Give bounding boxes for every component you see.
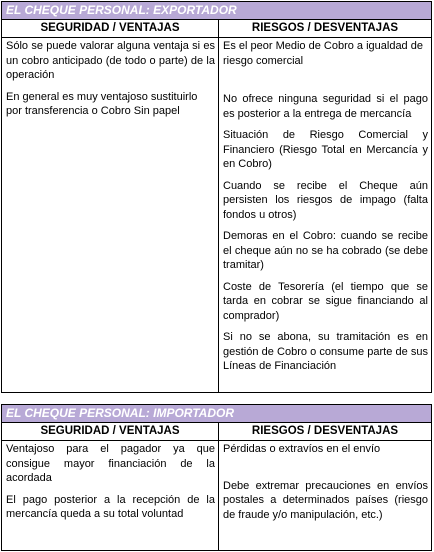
importador-ventajas-col [2, 441, 219, 550]
exportador-title: EL CHEQUE PERSONAL: EXPORTADOR [2, 2, 431, 20]
importador-riesgo: Pérdidas o extravíos en el envío [223, 443, 381, 455]
exportador-riesgo: Coste de Tesorería (el tiempo que se tarda en cobrar se sigue financiando al comprador) [223, 280, 428, 322]
exportador-riesgo: Situación de Riesgo Comercial y Financiero (Riesgo Total en Mercancía y en Cobro) [223, 129, 428, 170]
importador-riesgos-col [219, 441, 431, 550]
exportador-header-row [2, 20, 431, 38]
exportador-riesgo: Es el peor Medio de Cobro a igualdad de riesgo comercial [223, 40, 423, 67]
exportador-riesgo: No ofrece ninguna seguridad si el pago es posterior a la entrega de mercancía [223, 93, 428, 120]
importador-ventaja: Ventajoso para el pagador ya que consigue mayor financiación de la acordada [6, 443, 215, 484]
exportador-riesgo: Si no se abona, su tramitación es en gestión de Cobro o consume parte de sus Líneas de Financiación [223, 331, 428, 372]
exportador-body [2, 38, 431, 392]
exportador-header-ventajas: SEGURIDAD / VENTAJAS [2, 20, 219, 37]
importador-table [1, 404, 432, 551]
exportador-ventaja: En general es muy ventajoso sustituirlo por transferencia o Cobro Sin papel [6, 90, 198, 117]
importador-body [2, 441, 431, 550]
importador-riesgo: Debe extremar precauciones en envíos postales a determinados países (riesgo de fraude y/o manipulación, etc.) [223, 479, 428, 521]
importador-title: EL CHEQUE PERSONAL: IMPORTADOR [2, 405, 431, 423]
exportador-header-riesgos: RIESGOS / DESVENTAJAS [251, 22, 399, 34]
exportador-ventaja: Sólo se puede valorar alguna ventaja si es un cobro anticipado (de todo o parte) de la operación [6, 40, 215, 81]
exportador-riesgos-col [219, 38, 431, 392]
importador-ventaja: El pago posterior a la recepción de la mercancía queda a su total voluntad [6, 493, 215, 520]
importador-header-ventajas: SEGURIDAD / VENTAJAS [2, 423, 219, 440]
exportador-riesgo: Cuando se recibe el Cheque aún persisten los riesgos de impago (falta fondos u otros) [223, 179, 428, 221]
importador-header-row [2, 423, 431, 441]
exportador-riesgo: Demoras en el Cobro: cuando se recibe el cheque aún no se ha cobrado (se debe tramitar) [223, 230, 428, 271]
importador-header-riesgos: RIESGOS / DESVENTAJAS [251, 425, 399, 437]
exportador-table [1, 1, 432, 393]
exportador-ventajas-col [2, 38, 219, 392]
